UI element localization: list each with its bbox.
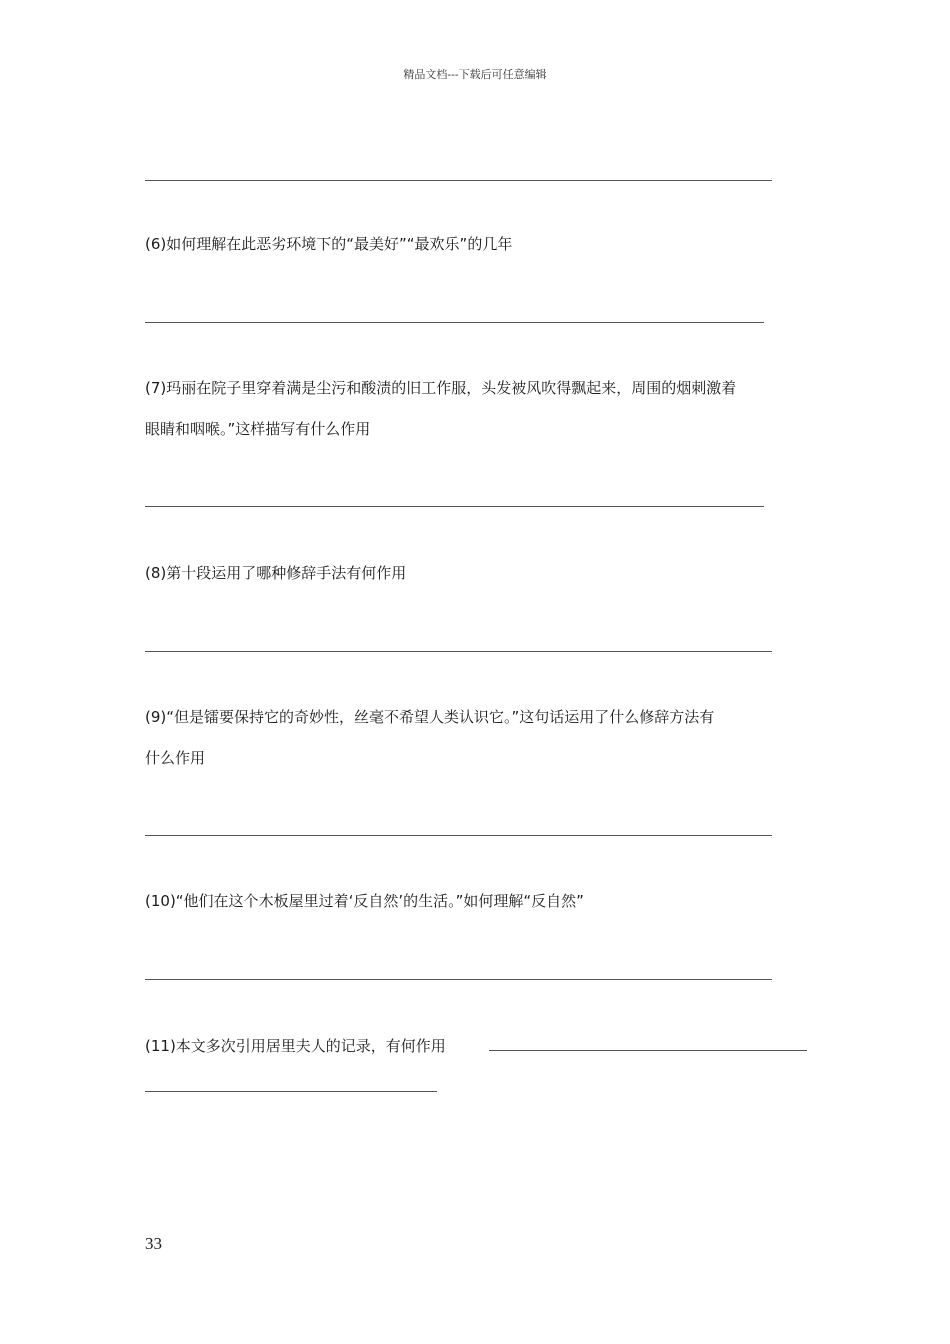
question-7-line-1: (7)玛丽在院子里穿着满是尘污和酸渍的旧工作服，头发被风吹得飘起来，周围的烟刺激着 <box>145 379 737 397</box>
question-9-line-1: (9)“但是镭要保持它的奇妙性，丝毫不希望人类认识它。”这句话运用了什么修辞方法有 <box>145 708 715 726</box>
answer-line[interactable] <box>145 322 764 323</box>
question-10: (10)“他们在这个木板屋里过着‘反自然’的生活。”如何理解“反自然” <box>145 892 584 910</box>
page-number: 33 <box>145 1234 162 1253</box>
answer-line[interactable] <box>145 506 764 507</box>
question-6: (6)如何理解在此恶劣环境下的“最美好”“最欢乐”的几年 <box>145 235 513 253</box>
answer-line[interactable] <box>145 651 772 652</box>
answer-line[interactable] <box>145 979 772 980</box>
answer-line[interactable] <box>145 180 772 181</box>
page-header: 精品文档---下载后可任意编辑 <box>403 68 547 81</box>
question-8: (8)第十段运用了哪种修辞手法有何作用 <box>145 564 407 582</box>
answer-line[interactable] <box>145 1091 437 1092</box>
answer-line-inline[interactable] <box>489 1050 807 1051</box>
answer-line[interactable] <box>145 835 772 836</box>
question-9-line-2: 什么作用 <box>145 749 206 767</box>
question-11: (11)本文多次引用居里夫人的记录，有何作用 <box>145 1037 446 1055</box>
question-7-line-2: 眼睛和咽喉。”这样描写有什么作用 <box>145 420 371 438</box>
